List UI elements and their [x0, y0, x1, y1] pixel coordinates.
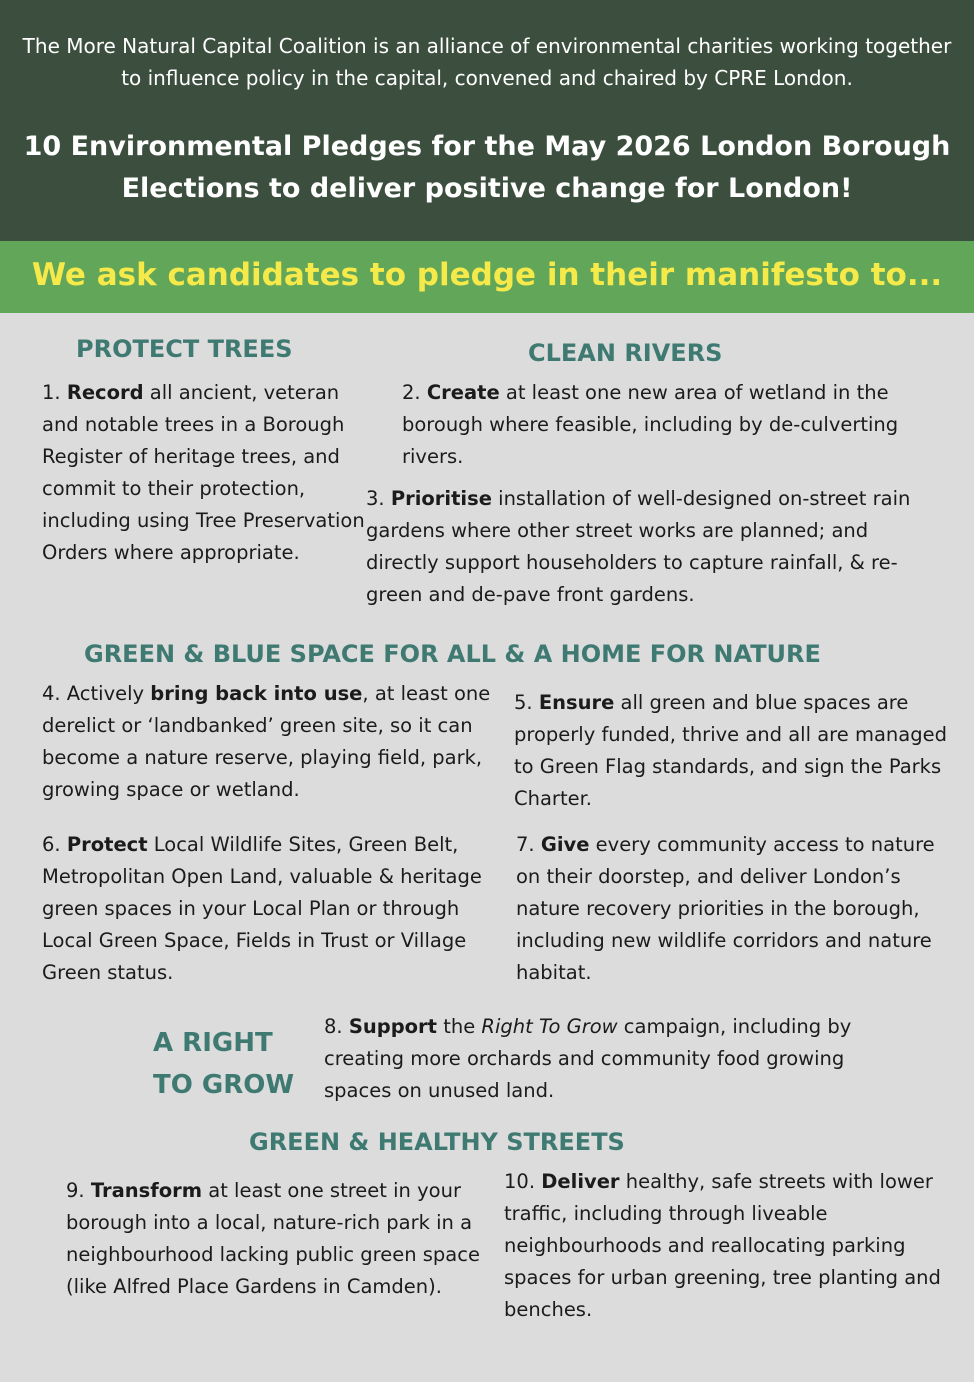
pledge-8-verb: Support	[348, 1015, 437, 1038]
pledge-3-number: 3.	[366, 487, 391, 510]
pledge-5	[514, 687, 954, 815]
pledge-10-verb: Deliver	[541, 1170, 620, 1193]
pledge-9-text: at least one street in your borough into a local, nature-rich park in a neighbourhood lacking public green space (like Alfred Place Gardens in Camden).	[66, 1179, 480, 1298]
pledge-7-text: every community access to nature on their doorstep, and deliver London’s nature recovery priorities in the borough, including new wildlife corridors and nature habitat.	[516, 833, 935, 984]
pledge-4-verb: bring back into use	[150, 682, 363, 705]
heading-right-to-grow-line2: TO GROW	[153, 1070, 295, 1100]
coalition-intro: The More Natural Capital Coalition is an alliance of environmental charities working together to influence policy in the capital, convened and chaired by CPRE London.	[22, 34, 952, 90]
page-headline: 10 Environmental Pledges for the May 2026 London Borough Elections to deliver positive change for London!	[23, 131, 951, 204]
pledge-1-text: all ancient, veteran and notable trees in a Borough Register of heritage trees, and commit to their protection, including using Tree Preservation Orders where appropriate.	[42, 381, 365, 564]
pledge-10-number: 10.	[504, 1170, 536, 1193]
pledge-6-verb: Protect	[66, 833, 148, 856]
pledge-9	[66, 1175, 486, 1303]
pledge-9-verb: Transform	[90, 1179, 203, 1202]
heading-healthy-streets: GREEN & HEALTHY STREETS	[249, 1128, 625, 1156]
pledge-7-verb: Give	[540, 833, 590, 856]
pledge-9-number: 9.	[66, 1179, 85, 1202]
ask-text: We ask candidates to pledge in their manifesto to...	[31, 257, 943, 293]
pledge-8	[324, 1011, 884, 1107]
pledge-1-number: 1.	[42, 381, 61, 404]
pledge-3-verb: Prioritise	[390, 487, 492, 510]
pledge-1-verb: Record	[66, 381, 144, 404]
pledge-10	[504, 1166, 944, 1326]
pledge-4-number: 4. Actively	[42, 682, 145, 705]
heading-clean-rivers: CLEAN RIVERS	[528, 339, 723, 367]
header-banner	[0, 0, 974, 241]
ask-banner	[0, 241, 974, 313]
pledge-2	[402, 377, 902, 473]
pledge-3	[366, 483, 946, 611]
pledge-1	[42, 377, 372, 569]
pledge-5-number: 5.	[514, 691, 533, 714]
pledge-6-number: 6.	[42, 833, 61, 856]
pledge-5-verb: Ensure	[538, 691, 615, 714]
pledge-6	[42, 829, 494, 989]
pledge-8-campaign-name: Right To Grow	[481, 1015, 618, 1038]
heading-protect-trees: PROTECT TREES	[76, 335, 293, 363]
pledge-6-text: Local Wildlife Sites, Green Belt, Metropolitan Open Land, valuable & heritage green spaces in your Local Plan or through Local Green Space, Fields in Trust or Village Green status.	[42, 833, 482, 984]
heading-right-to-grow-line1: A RIGHT	[153, 1028, 273, 1058]
pledge-8-pre: the	[437, 1015, 482, 1038]
pledge-4	[42, 678, 510, 806]
pledge-5-text: all green and blue spaces are properly funded, thrive and all are managed to Green Flag standards, and sign the Parks Charter.	[514, 691, 947, 810]
pledge-10-text: healthy, safe streets with lower traffic, including through liveable neighbourhoods and reallocating parking spaces for urban greening, tree planting and benches.	[504, 1170, 941, 1321]
pledge-2-text: at least one new area of wetland in the borough where feasible, including by de-culverting rivers.	[402, 381, 899, 468]
pledge-2-number: 2.	[402, 381, 421, 404]
pledge-8-number: 8.	[324, 1015, 343, 1038]
pledge-7	[516, 829, 948, 989]
pledge-2-verb: Create	[426, 381, 500, 404]
heading-green-blue-space: GREEN & BLUE SPACE FOR ALL & A HOME FOR NATURE	[84, 640, 821, 668]
pledge-7-number: 7.	[516, 833, 535, 856]
pledge-3-text: installation of well-designed on-street rain gardens where other street works are planned; and directly support householders to capture rainfall, & re-green and de-pave front gardens.	[366, 487, 911, 606]
pledge-4-text: , at least one derelict or ‘landbanked’ green site, so it can become a nature reserve, playing field, park, growing space or wetland.	[42, 682, 491, 801]
pledge-8-text: campaign, including by creating more orchards and community food growing spaces on unused land.	[324, 1015, 852, 1102]
heading-right-to-grow	[153, 1022, 294, 1106]
